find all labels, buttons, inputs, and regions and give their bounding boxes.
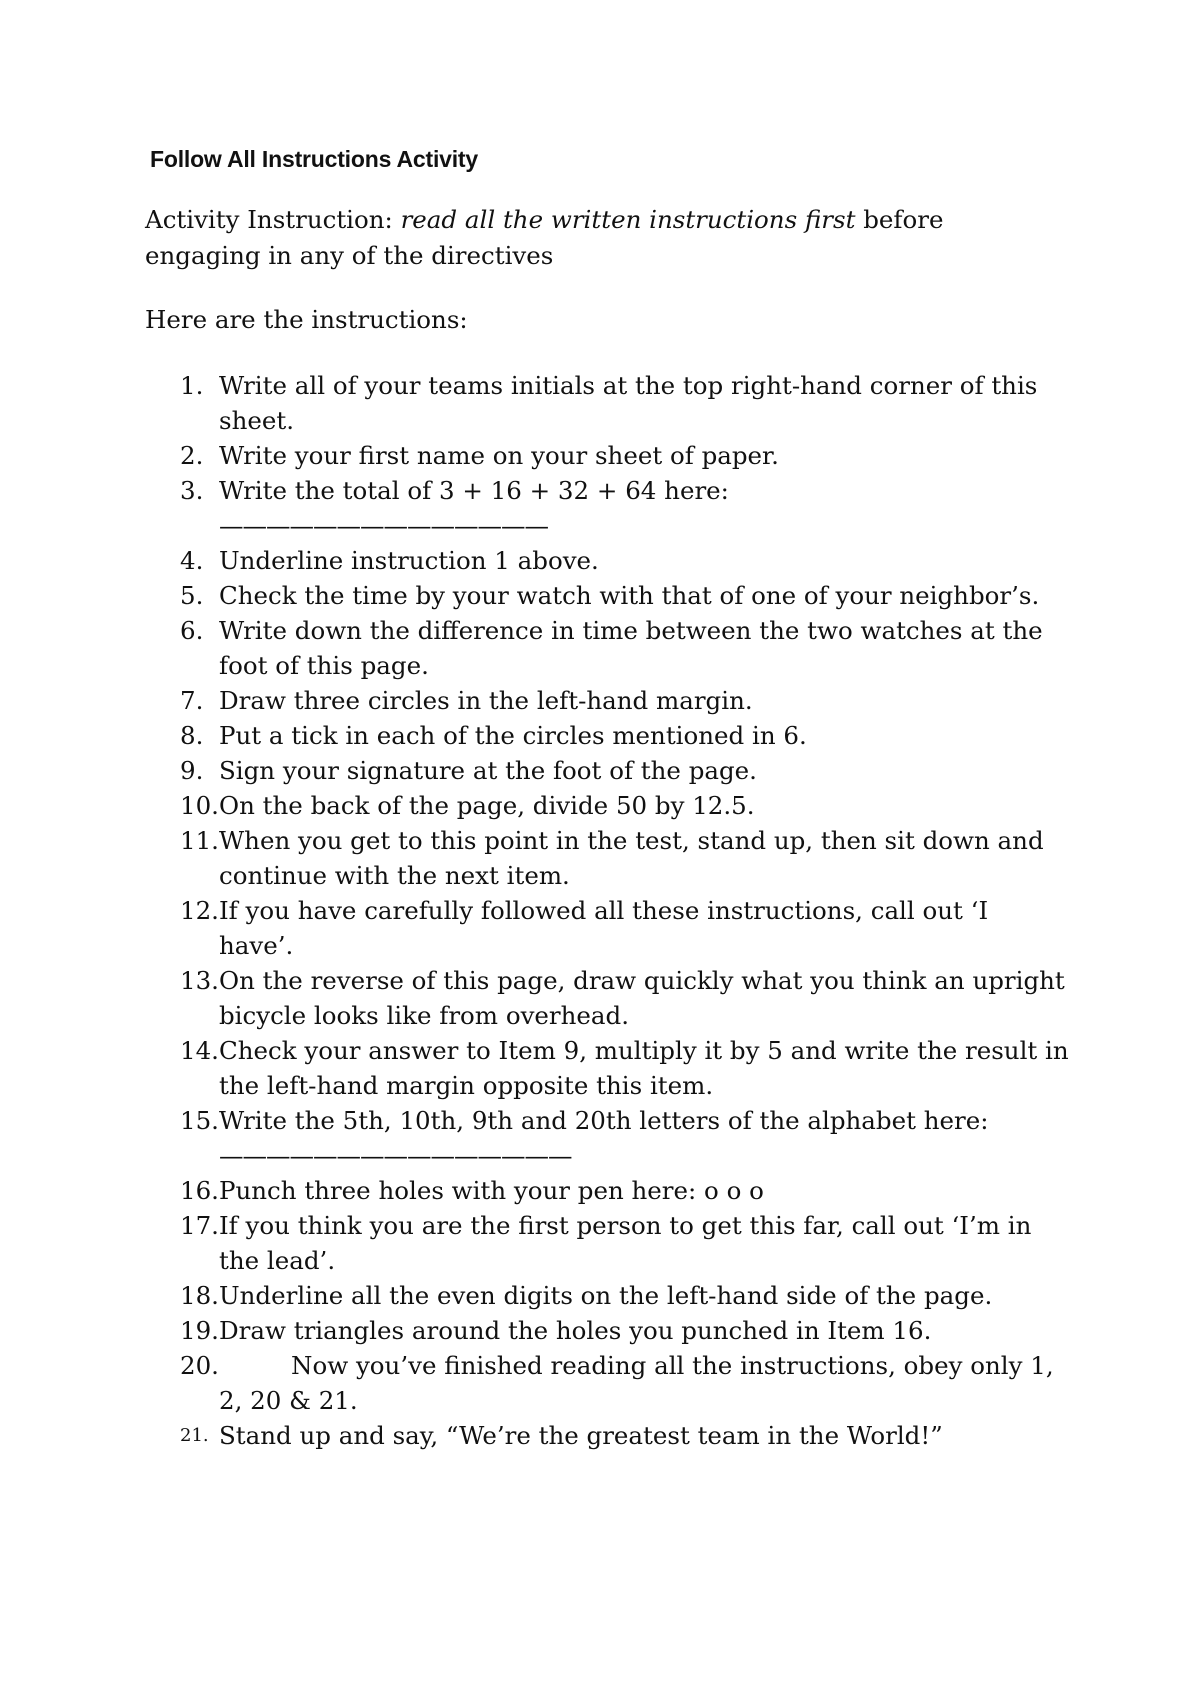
list-item [0,683,1069,718]
activity-instruction-rest: before engaging in any of the directives [145,205,944,270]
item-number: 16. [180,1176,219,1205]
item-text: Now you’ve finished reading all the instructions, obey only 1, 2, 20 & 21. [219,1351,1054,1415]
item-number: 17. [180,1211,219,1240]
item-number: 7. [180,686,204,715]
item-number: 21. [180,1425,209,1446]
item-number: 6. [180,616,204,645]
list-item [0,1348,1069,1418]
list-item [0,368,1069,438]
list-item [0,473,1069,543]
list-item [0,438,1069,473]
item-text: On the back of the page, divide 50 by 12.5. [219,791,755,820]
item-number: 13. [180,966,219,995]
list-item [0,1313,1069,1348]
item-text: Write the total of 3 + 16 + 32 + 64 here: [219,476,729,505]
item-number: 20. [180,1351,219,1380]
item-text: Underline instruction 1 above. [219,546,599,575]
answer-blank-line: —————————————— [219,511,548,540]
item-number: 1. [180,371,204,400]
item-number: 9. [180,756,204,785]
item-text: Underline all the even digits on the left-hand side of the page. [219,1281,993,1310]
item-text: Write down the difference in time between the two watches at the foot of this page. [219,616,1043,680]
list-item [0,543,1069,578]
item-text: When you get to this point in the test, stand up, then sit down and continue with the next item. [219,826,1044,890]
item-number: 15. [180,1106,219,1135]
item-text: Write your first name on your sheet of paper. [219,441,779,470]
item-number: 10. [180,791,219,820]
activity-instruction-emphasis: read all the written instructions first [400,205,856,234]
page-title: Follow All Instructions Activity [150,146,478,172]
list-item [0,788,1069,823]
list-item [0,753,1069,788]
answer-blank-line: ——————————————— [219,1141,572,1170]
item-number: 5. [180,581,204,610]
list-item [0,1418,1069,1453]
item-text: If you think you are the first person to get this far, call out ‘I’m in the lead’. [219,1211,1032,1275]
list-item [0,893,1069,963]
item-number: 11. [180,826,219,855]
item-number: 2. [180,441,204,470]
item-number: 12. [180,896,219,925]
item-text: On the reverse of this page, draw quickly what you think an upright bicycle looks like from overhead. [219,966,1065,1030]
list-item [0,1033,1069,1103]
item-text: Write all of your teams initials at the top right-hand corner of this sheet. [219,371,1038,435]
instruction-list [0,368,1200,1453]
item-number: 3. [180,476,204,505]
list-item [0,613,1069,683]
list-item [0,1278,1069,1313]
list-item [0,1103,1069,1173]
item-text: Punch three holes with your pen here: o o o [219,1176,764,1205]
list-item [0,578,1069,613]
list-item [0,718,1069,753]
item-text: Stand up and say, “We’re the greatest team in the World!” [219,1421,943,1450]
item-number: 19. [180,1316,219,1345]
list-item [0,823,1069,893]
list-item [0,1208,1069,1278]
intro-text: Here are the instructions: [145,305,468,334]
item-number: 4. [180,546,204,575]
item-text: Sign your signature at the foot of the page. [219,756,757,785]
item-text: Draw triangles around the holes you punched in Item 16. [219,1316,932,1345]
item-text: Put a tick in each of the circles mentioned in 6. [219,721,807,750]
list-item [0,1173,1069,1208]
item-text: If you have carefully followed all these instructions, call out ‘I have’. [219,896,989,960]
item-text: Write the 5th, 10th, 9th and 20th letters of the alphabet here: [219,1106,989,1135]
item-text: Check your answer to Item 9, multiply it by 5 and write the result in the left-hand margin opposite this item. [219,1036,1069,1100]
item-number: 14. [180,1036,219,1065]
list-item [0,963,1069,1033]
item-text: Draw three circles in the left-hand margin. [219,686,753,715]
item-text: Check the time by your watch with that of one of your neighbor’s. [219,581,1040,610]
item-number: 18. [180,1281,219,1310]
activity-instruction [145,202,1045,274]
activity-instruction-label: Activity Instruction: [145,205,401,234]
item-number: 8. [180,721,204,750]
